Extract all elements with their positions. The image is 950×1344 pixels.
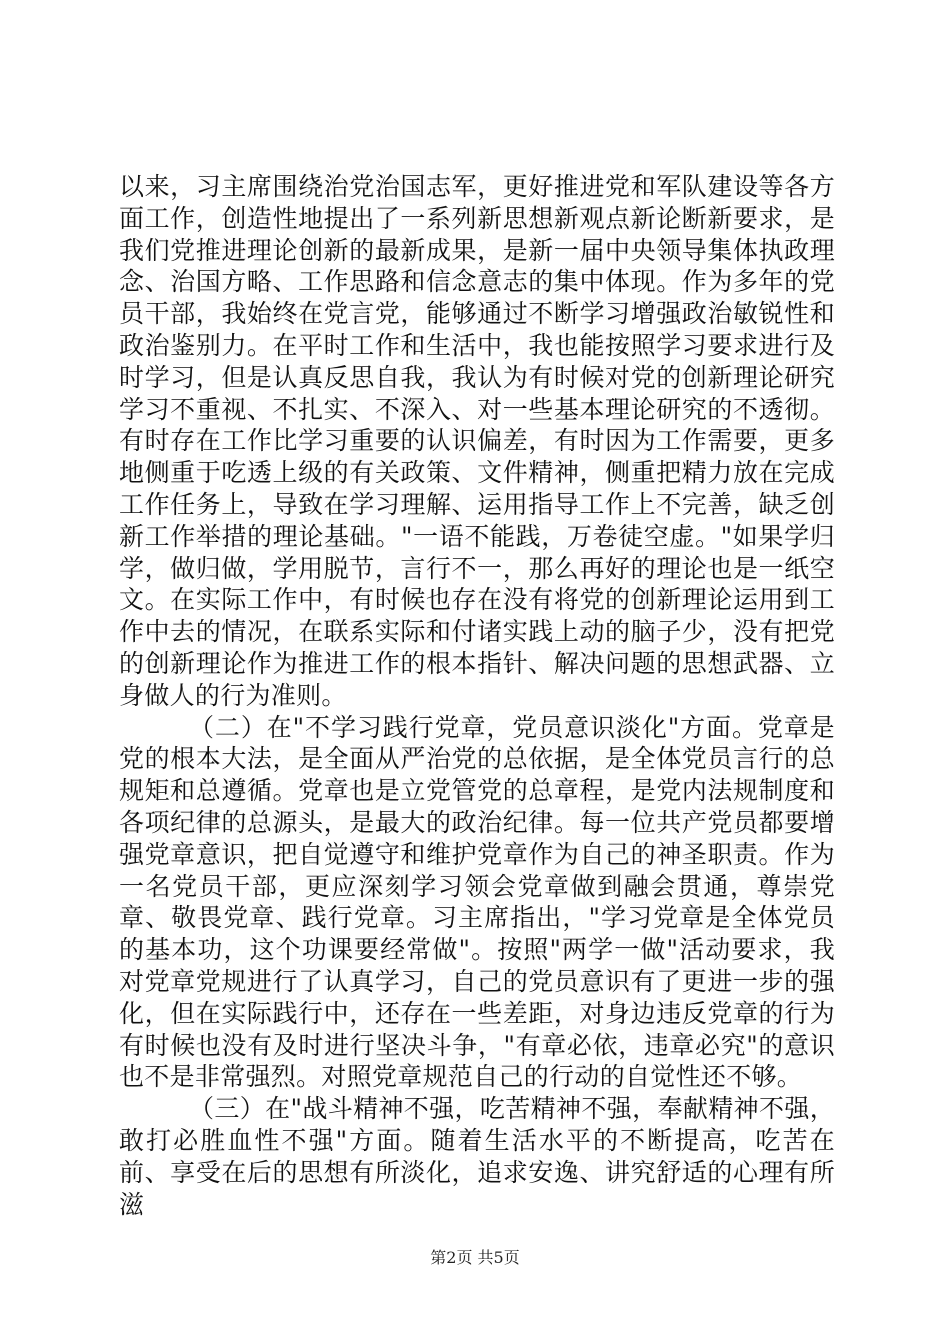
paragraph-section-3: （三）在"战斗精神不强，吃苦精神不强，奉献精神不强，敢打必胜血性不强"方面。随着生活水平的不断提高，吃苦在前、享受在后的思想有所淡化，追求安逸、讲究舒适的心理有所滋 bbox=[119, 1094, 835, 1219]
document-body bbox=[119, 171, 835, 1220]
page-footer: 第2页 共5页 bbox=[430, 1248, 520, 1267]
paragraph-section-2: （二）在"不学习践行党章，党员意识淡化"方面。党章是党的根本大法，是全面从严治党的总依据，是全体党员言行的总规矩和总遵循。党章也是立党管党的总章程，是党内法规制度和各项纪律的总源头，是最大的政治纪律。每一位共产党员都要增强党章意识，把自觉遵守和维护党章作为自己的神圣职责。作为一名党员干部，更应深刻学习领会党章做到融会贯通，尊崇党章、敬畏党章、践行党章。习主席指出，"学习党章是全体党员的基本功，这个功课要经常做"。按照"两学一做"活动要求，我对党章党规进行了认真学习，自己的党员意识有了更进一步的强化，但在实际践行中，还存在一些差距，对身边违反党章的行为有时候也没有及时进行坚决斗争，"有章必依，违章必究"的意识也不是非常强烈。对照党章规范自己的行动的自觉性还不够。 bbox=[119, 712, 835, 1092]
paragraph-continuation: 以来，习主席围绕治党治国志军，更好推进党和军队建设等各方面工作，创造性地提出了一系列新思想新观点新论断新要求，是我们党推进理论创新的最新成果，是新一届中央领导集体执政理念、治国方略、工作思路和信念意志的集中体现。作为多年的党员干部，我始终在党言党，能够通过不断学习增强政治敏锐性和政治鉴别力。在平时工作和生活中，我也能按照学习要求进行及时学习，但是认真反思自我，我认为有时候对党的创新理论研究学习不重视、不扎实、不深入、对一些基本理论研究的不透彻。有时存在工作比学习重要的认识偏差，有时因为工作需要，更多地侧重于吃透上级的有关政策、文件精神，侧重把精力放在完成工作任务上，导致在学习理解、运用指导工作上不完善，缺乏创新工作举措的理论基础。"一语不能践，万卷徒空虚。"如果学归学，做归做，学用脱节，言行不一，那么再好的理论也是一纸空文。在实际工作中，有时候也存在没有将党的创新理论运用到工作中去的情况，在联系实际和付诸实践上动的脑子少，没有把党的创新理论作为推进工作的根本指针、解决问题的思想武器、立身做人的行为准则。 bbox=[119, 172, 835, 710]
